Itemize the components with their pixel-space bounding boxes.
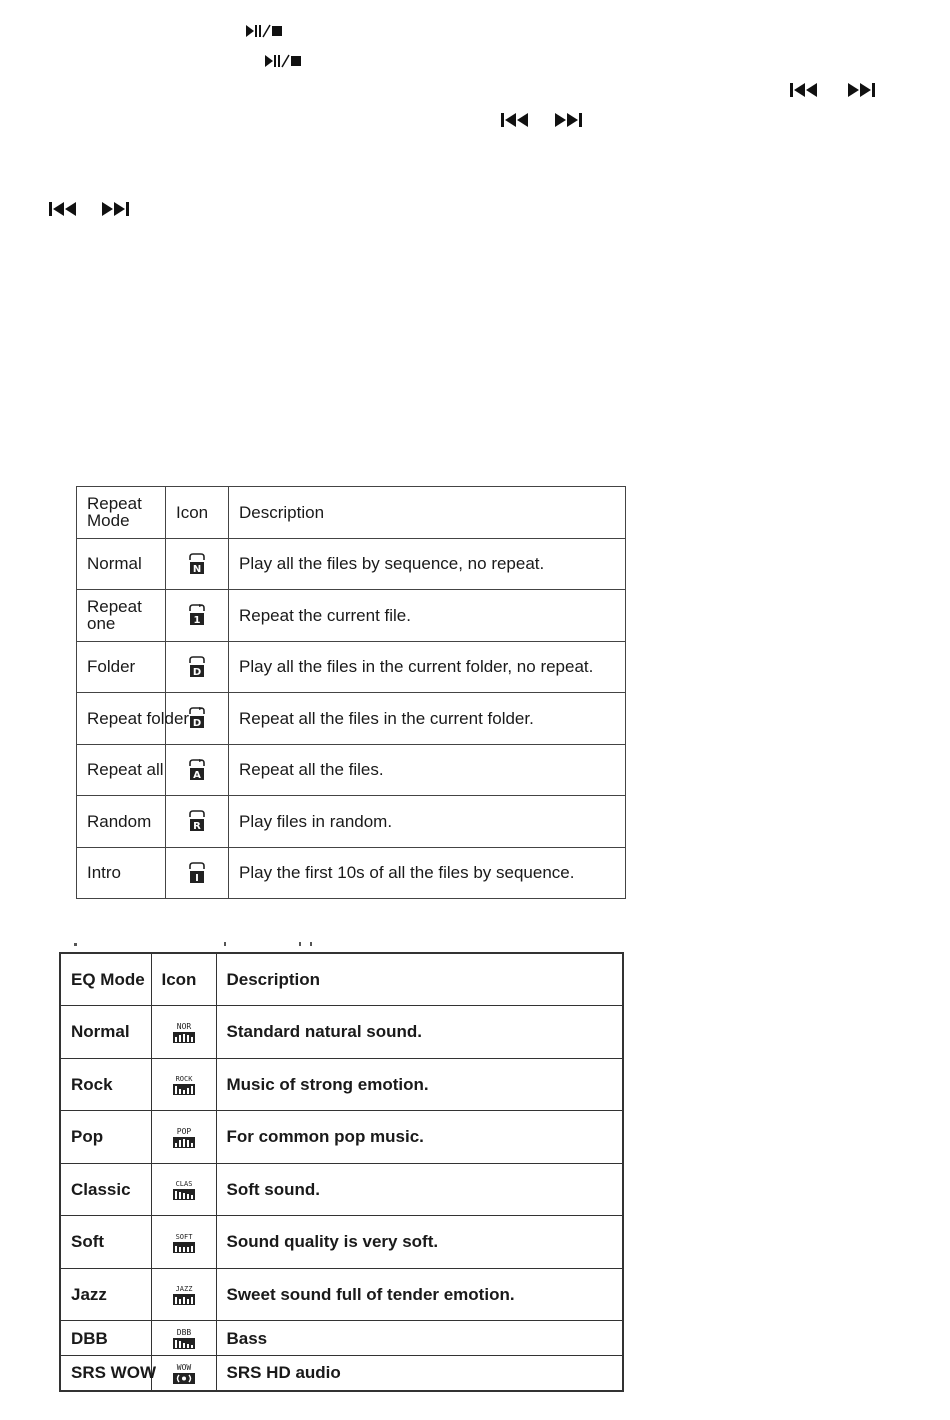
repeat-folder-icon — [188, 656, 206, 678]
repeat-random-icon — [188, 810, 206, 832]
svg-text:WOW: WOW — [176, 1362, 191, 1372]
repeat-mode-name: Folder — [77, 641, 166, 693]
repeat-mode-description: Play the first 10s of all the files by sequence. — [229, 847, 626, 899]
skip-previous-icon — [49, 201, 77, 217]
table-row — [60, 1163, 623, 1216]
play-pause-stop-icon — [265, 54, 305, 68]
scan-artifact — [74, 940, 334, 948]
repeat-normal-icon — [188, 553, 206, 575]
table-row — [60, 1356, 623, 1391]
eq-mode-name: DBB — [60, 1321, 151, 1356]
repeat-one-icon — [188, 604, 206, 626]
eq-mode-description: Soft sound. — [216, 1163, 623, 1216]
table-row — [77, 641, 626, 693]
eq-classic-icon — [172, 1177, 196, 1201]
play-pause-stop-icon — [246, 24, 286, 38]
eq-mode-name: Normal — [60, 1006, 151, 1059]
repeat-mode-name: Random — [77, 796, 166, 848]
table-row — [60, 1006, 623, 1059]
skip-previous-icon — [790, 82, 818, 98]
table-row — [77, 538, 626, 590]
repeat-mode-name: Normal — [77, 538, 166, 590]
svg-text:DBB: DBB — [176, 1328, 191, 1337]
eq-mode-description: For common pop music. — [216, 1111, 623, 1164]
repeat-mode-description: Repeat all the files. — [229, 744, 626, 796]
eq-srs-wow-icon — [172, 1361, 196, 1385]
eq-mode-name: Soft — [60, 1216, 151, 1269]
repeat-mode-name: Intro — [77, 847, 166, 899]
svg-text:N: N — [192, 563, 202, 575]
repeat-mode-name: Repeat all — [77, 744, 166, 796]
eq-mode-name: Rock — [60, 1058, 151, 1111]
svg-text:SOFT: SOFT — [175, 1232, 192, 1241]
svg-text:I: I — [195, 872, 199, 884]
column-header-eq-mode: EQ Mode — [60, 953, 151, 1006]
table-row — [60, 1216, 623, 1269]
table-row — [60, 1268, 623, 1321]
repeat-mode-description: Play all the files by sequence, no repeat. — [229, 538, 626, 590]
eq-normal-icon — [172, 1020, 196, 1044]
eq-rock-icon — [172, 1072, 196, 1096]
repeat-mode-description: Repeat the current file. — [229, 590, 626, 642]
eq-pop-icon — [172, 1125, 196, 1149]
column-header-description: Description — [229, 487, 626, 539]
repeat-mode-name: Repeat one — [77, 590, 166, 642]
svg-text:POP: POP — [176, 1126, 191, 1136]
table-row — [60, 1058, 623, 1111]
eq-mode-table — [59, 952, 624, 1392]
svg-text:A: A — [193, 769, 201, 781]
repeat-mode-description: Play files in random. — [229, 796, 626, 848]
svg-text:D: D — [192, 666, 202, 678]
table-row — [77, 744, 626, 796]
skip-previous-icon — [501, 112, 529, 128]
column-header-description: Description — [216, 953, 623, 1006]
eq-mode-name: Jazz — [60, 1268, 151, 1321]
eq-mode-description: SRS HD audio — [216, 1356, 623, 1391]
column-header-icon: Icon — [151, 953, 216, 1006]
skip-next-icon — [847, 82, 875, 98]
repeat-mode-name: Repeat folder — [77, 693, 166, 745]
svg-text:1: 1 — [193, 615, 201, 627]
table-row — [77, 796, 626, 848]
eq-mode-description: Sweet sound full of tender emotion. — [216, 1268, 623, 1321]
table-row — [77, 590, 626, 642]
eq-mode-description: Standard natural sound. — [216, 1006, 623, 1059]
table-row — [60, 1321, 623, 1356]
column-header-repeat-mode: Repeat Mode — [77, 487, 166, 539]
repeat-mode-description: Repeat all the files in the current folder. — [229, 693, 626, 745]
skip-next-icon — [101, 201, 129, 217]
eq-jazz-icon — [172, 1282, 196, 1306]
table-header-row — [77, 487, 626, 539]
svg-text:ROCK: ROCK — [175, 1075, 192, 1084]
eq-mode-description: Sound quality is very soft. — [216, 1216, 623, 1269]
svg-text:CLAS: CLAS — [175, 1180, 192, 1189]
table-row — [60, 1111, 623, 1164]
eq-dbb-icon — [172, 1326, 196, 1350]
eq-mode-description: Music of strong emotion. — [216, 1058, 623, 1111]
eq-soft-icon — [172, 1230, 196, 1254]
table-row — [77, 847, 626, 899]
repeat-folder-loop-icon — [188, 707, 206, 729]
repeat-all-icon — [188, 759, 206, 781]
table-header-row — [60, 953, 623, 1006]
svg-text:D: D — [192, 718, 202, 730]
eq-mode-name: SRS WOW — [60, 1356, 151, 1391]
eq-mode-description: Bass — [216, 1321, 623, 1356]
svg-text:NOR: NOR — [176, 1021, 191, 1031]
eq-mode-name: Classic — [60, 1163, 151, 1216]
skip-next-icon — [554, 112, 582, 128]
repeat-intro-icon — [188, 862, 206, 884]
column-header-icon: Icon — [166, 487, 229, 539]
svg-text:JAZZ: JAZZ — [175, 1285, 192, 1294]
repeat-mode-description: Play all the files in the current folder, no repeat. — [229, 641, 626, 693]
repeat-mode-table — [76, 486, 626, 899]
svg-text:R: R — [193, 821, 201, 833]
table-row — [77, 693, 626, 745]
eq-mode-name: Pop — [60, 1111, 151, 1164]
